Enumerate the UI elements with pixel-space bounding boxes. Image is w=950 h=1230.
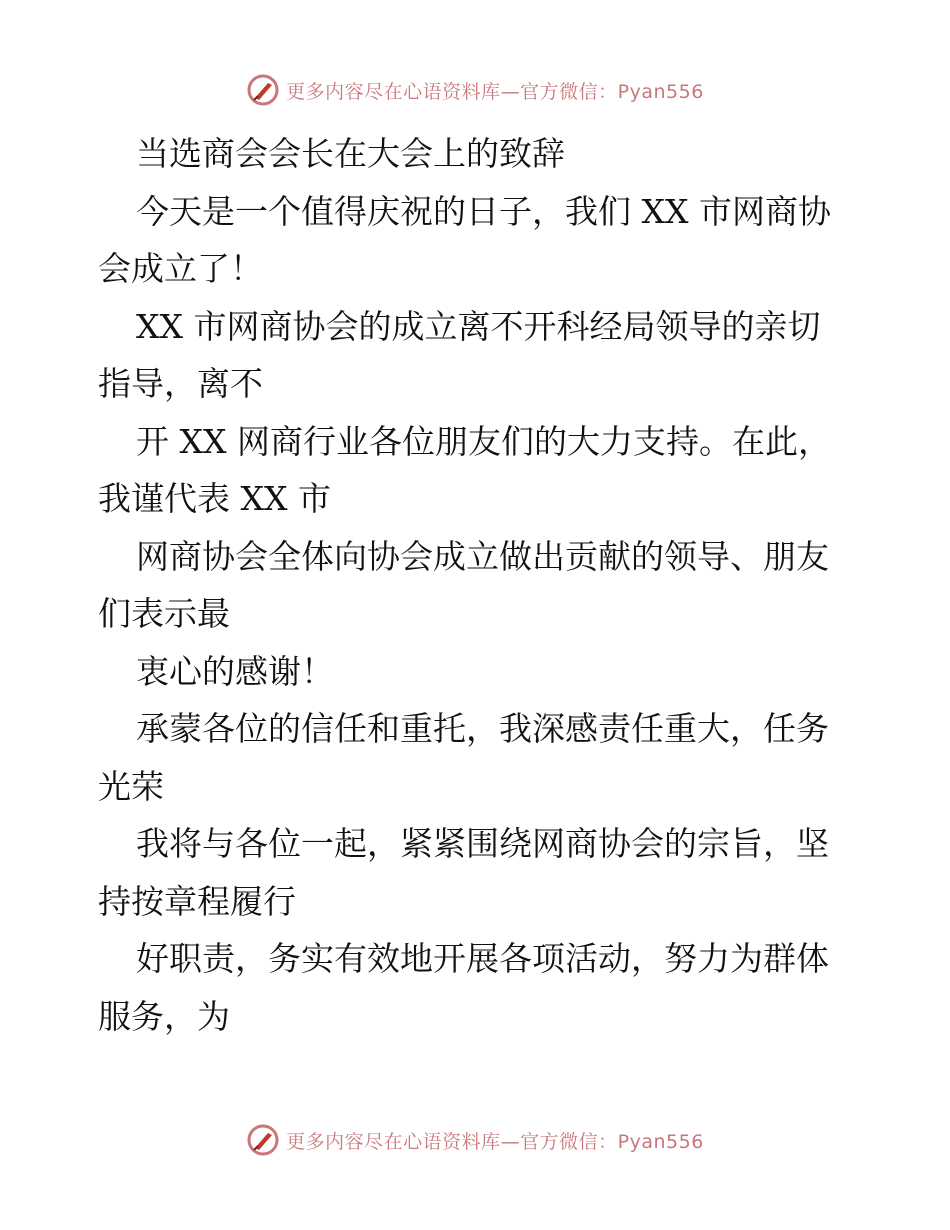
paragraph-line: 好职责，务实有效地开展各项活动，努力为群体	[136, 939, 829, 978]
paragraph-line: 衷心的感谢！	[136, 651, 334, 691]
paragraph-line: 开 XX 网商行业各位朋友们的大力支持。在此，	[136, 421, 831, 461]
paragraph-line: 服务，为	[98, 996, 230, 1036]
paragraph-line: 持按章程履行	[98, 881, 296, 921]
paragraph-line: 光荣	[98, 766, 164, 806]
watermark-text: 更多内容尽在心语资料库—官方微信：Pyan556	[286, 1130, 704, 1153]
paragraph-line: 们表示最	[98, 594, 230, 633]
paragraph-line: 网商协会全体向协会成立做出贡献的领导、朋友	[136, 536, 829, 576]
watermark-text: 更多内容尽在心语资料库—官方微信：Pyan556	[286, 80, 704, 103]
footer-watermark	[0, 1120, 950, 1160]
paragraph-line: 我将与各位一起，紧紧围绕网商协会的宗旨，坚	[136, 824, 829, 863]
paragraph-line: 指导，离不	[98, 364, 263, 403]
paragraph-line: 当选商会会长在大会上的致辞	[136, 134, 565, 173]
paragraph-line: 我谨代表 XX 市	[98, 479, 331, 518]
paragraph-line: 会成立了！	[98, 249, 263, 288]
quill-logo-icon	[246, 1123, 280, 1157]
header-watermark	[0, 70, 950, 110]
quill-logo-icon	[246, 73, 280, 107]
document-body	[98, 125, 858, 1045]
paragraph-line: XX 市网商协会的成立离不开科经局领导的亲切	[136, 306, 821, 346]
paragraph-line: 承蒙各位的信任和重托，我深感责任重大，任务	[136, 709, 829, 748]
paragraph-line: 今天是一个值得庆祝的日子，我们 XX 市网商协	[136, 191, 831, 231]
